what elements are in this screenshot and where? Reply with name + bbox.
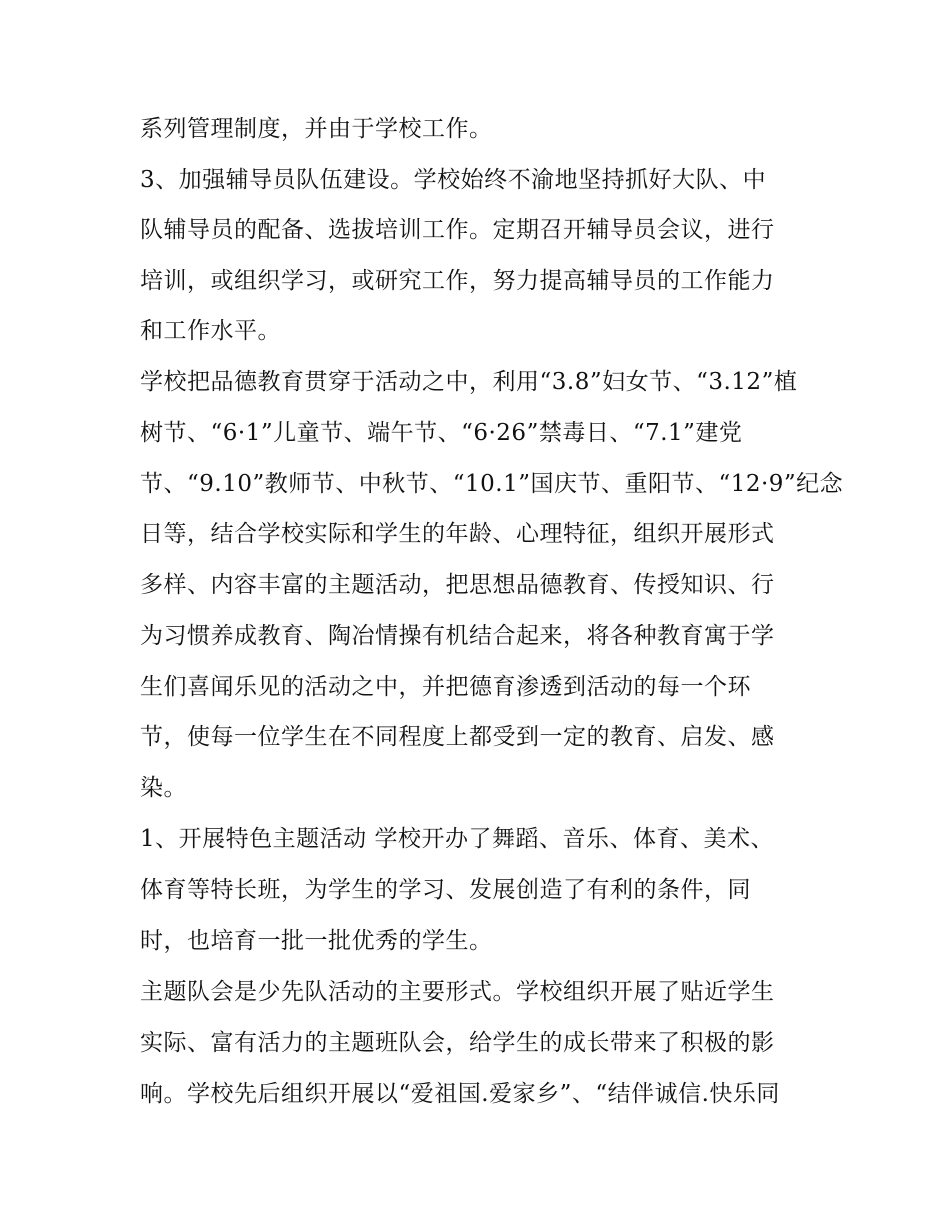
text-line: 主题队会是少先队活动的主要形式。学校组织开展了贴近学生 (140, 979, 775, 1005)
text-line: 时，也培育一批一批优秀的学生。 (140, 928, 493, 954)
text-line: 体育等特长班，为学生的学习、发展创造了有利的条件，同 (140, 877, 751, 903)
text-line: 生们喜闻乐见的活动之中，并把德育渗透到活动的每一个环 (140, 674, 751, 700)
text-line: 队辅导员的配备、选拔培训工作。定期召开辅导员会议，进行 (140, 217, 775, 243)
text-line: 为习惯养成教育、陶冶情操有机结合起来，将各种教育寓于学 (140, 623, 775, 649)
text-line: 培训，或组织学习，或研究工作，努力提高辅导员的工作能力 (140, 268, 775, 294)
text-line: 3、加强辅导员队伍建设。学校始终不渝地坚持抓好大队、中 (140, 167, 767, 193)
text-line: 1、开展特色主题活动 学校开办了舞蹈、音乐、体育、美术、 (140, 826, 774, 852)
text-line: 染。 (140, 775, 187, 801)
text-line: 节，使每一位学生在不同程度上都受到一定的教育、启发、感 (140, 724, 775, 750)
text-line: 系列管理制度，并由于学校工作。 (140, 116, 493, 142)
text-line: 日等，结合学校实际和学生的年龄、心理特征，组织开展形式 (140, 521, 775, 547)
text-line: 学校把品德教育贯穿于活动之中，利用“3.8”妇女节、“3.12”植 (140, 369, 798, 395)
text-line: 和工作水平。 (140, 318, 281, 344)
text-line: 多样、内容丰富的主题活动，把思想品德教育、传授知识、行 (140, 572, 775, 598)
text-line: 树节、“6·1”儿童节、端午节、“6·26”禁毒日、“7.1”建党 (140, 420, 743, 446)
text-line: 节、“9.10”教师节、中秋节、“10.1”国庆节、重阳节、“12·9”纪念 (140, 471, 844, 497)
text-line: 响。学校先后组织开展以“爱祖国.爱家乡”、“结伴诚信.快乐同 (140, 1081, 780, 1107)
text-line: 实际、富有活力的主题班队会，给学生的成长带来了积极的影 (140, 1030, 775, 1056)
